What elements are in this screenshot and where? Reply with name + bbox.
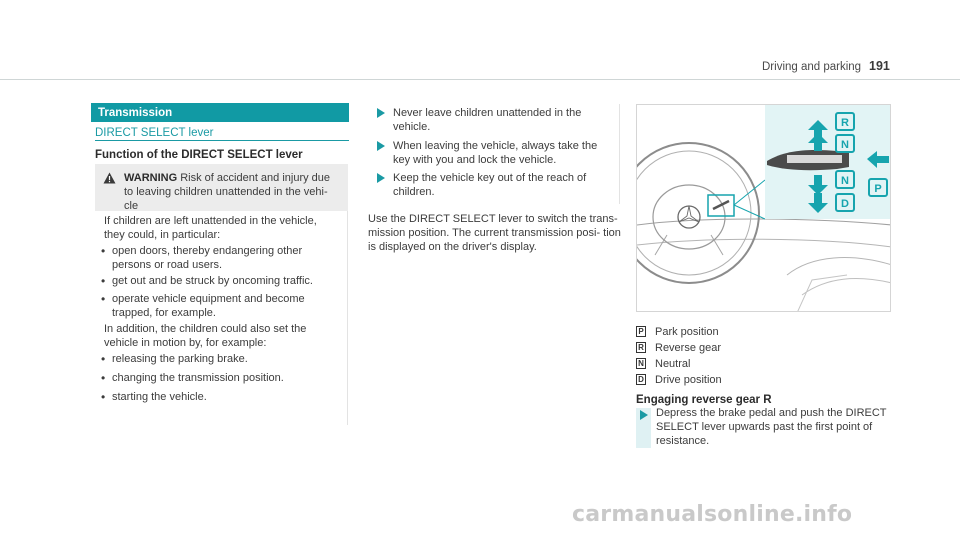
legend-text: Park position [655, 326, 719, 338]
warning-body [95, 211, 348, 425]
list-item: • open doors, thereby endangering other persons or road users. [112, 244, 340, 272]
list-item: • releasing the parking brake. [112, 352, 340, 366]
tip-item [377, 106, 607, 134]
key-glyph: P [636, 326, 646, 337]
step-arrow-icon [640, 410, 648, 420]
list-item: • operate vehicle equipment and become trapped, for example. [112, 292, 340, 320]
watermark: carmanualsonline.info [572, 502, 853, 527]
step-text: Depress the brake pedal and push the DIRECT SELECT lever upwards past the first point of resistance. [656, 407, 887, 447]
warning-text [124, 171, 342, 213]
page-number: 191 [869, 59, 890, 73]
function-heading: Function of the DIRECT SELECT lever [95, 149, 303, 161]
tip-text: Never leave children unattended in the vehicle. [393, 107, 582, 133]
legend-text: Reverse gear [655, 342, 722, 354]
list-item: • starting the vehicle. [112, 390, 340, 404]
figure-label: R [841, 117, 849, 129]
tip-item [377, 171, 607, 199]
warning-label: WARNING [124, 172, 178, 184]
header-rule [0, 79, 960, 80]
warning-message: Risk of accident and injury due to leaving children unattended in the vehi- cle [124, 172, 331, 212]
safety-tips-box [361, 104, 620, 204]
figure-label: N [841, 175, 849, 187]
section-band [91, 103, 349, 122]
arrow-icon [377, 141, 385, 151]
section-title: Transmission [98, 107, 173, 119]
warning-triangle-icon [103, 172, 116, 184]
subsection-title: DIRECT SELECT lever [95, 127, 214, 139]
key-glyph: R [636, 342, 646, 353]
figure-label: N [841, 139, 849, 151]
list-item: • get out and be struck by oncoming traffic. [112, 274, 340, 288]
dashboard-illustration [637, 105, 891, 312]
steering-wheel-figure [636, 104, 891, 312]
legend-text: Drive position [655, 374, 722, 386]
figure-label: D [841, 198, 849, 210]
key-glyph: N [636, 358, 646, 369]
figure-label: P [874, 183, 882, 195]
warning-paragraph-2: In addition, the children could also set the vehicle in motion by, for example: [104, 323, 307, 349]
legend-text: Neutral [655, 358, 691, 370]
tip-text: Keep the vehicle key out of the reach of children. [393, 172, 587, 198]
tip-item [377, 139, 607, 167]
engaging-heading: Engaging reverse gear R [636, 394, 772, 406]
usage-paragraph: Use the DIRECT SELECT lever to switch the trans- mission position. The current transmission posi- tion is displayed on the driver's display. [368, 213, 621, 253]
running-header: Driving and parking [762, 61, 862, 73]
warning-header [95, 164, 348, 211]
key-glyph: D [636, 374, 646, 385]
arrow-icon [377, 173, 385, 183]
tip-text: When leaving the vehicle, always take the key with you and lock the vehicle. [393, 140, 598, 166]
warning-paragraph-1: If children are left unattended in the vehicle, they could, in particular: [104, 215, 317, 241]
subsection-rule [95, 140, 349, 141]
arrow-icon [377, 108, 385, 118]
list-item: • changing the transmission position. [112, 371, 340, 385]
